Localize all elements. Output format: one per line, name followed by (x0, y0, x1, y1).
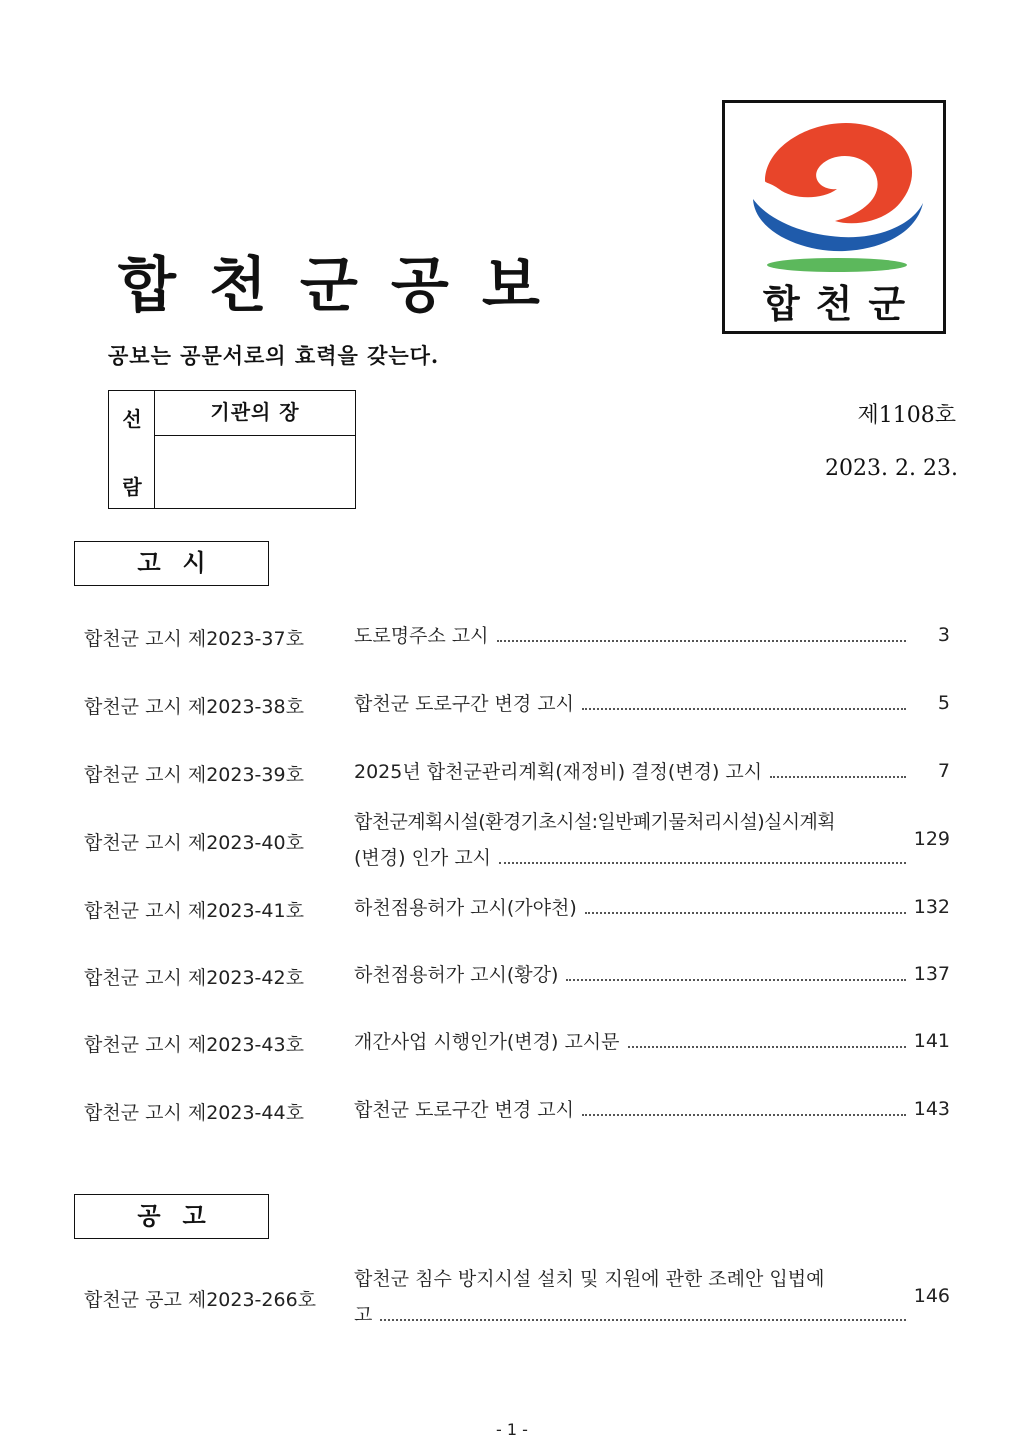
toc-entry-title-line2: 고 (354, 1304, 373, 1326)
page-number: - 1 - (496, 1420, 528, 1439)
county-logo (722, 100, 946, 334)
toc-entry-code: 합천군 고시 제2023-44호 (84, 1102, 304, 1124)
toc-entry-code: 합천군 고시 제2023-41호 (84, 900, 304, 922)
approval-left-column (109, 391, 155, 508)
toc-entry-title: 2025년 합천군관리계획(재정비) 결정(변경) 고시 (354, 761, 763, 783)
leader-dots (585, 912, 906, 914)
leader-dots (566, 979, 906, 981)
leader-dots (380, 1319, 906, 1321)
section-title-notice: 고시 (74, 541, 269, 586)
toc-entry-page: 143 (913, 1098, 950, 1120)
toc-entry-code: 합천군 고시 제2023-39호 (84, 764, 304, 786)
toc-entry-page: 146 (913, 1285, 950, 1307)
toc-entry-code: 합천군 고시 제2023-42호 (84, 967, 304, 989)
toc-entry-title: 하천점용허가 고시(가야천) (354, 897, 577, 919)
county-emblem-icon (725, 103, 943, 273)
toc-entry-title: 합천군 도로구간 변경 고시 (354, 1099, 575, 1121)
toc-entry-page: 132 (913, 896, 950, 918)
approval-label-top: 선 (122, 407, 142, 431)
toc-entry-page: 141 (913, 1030, 950, 1052)
leader-dots (770, 776, 906, 778)
toc-entry-title: 개간사업 시행인가(변경) 고시문 (354, 1031, 620, 1053)
toc-entry-title-line1: 합천군계획시설(환경기초시설:일반폐기물처리시설)실시계획 (354, 811, 836, 833)
toc-entry-code: 합천군 고시 제2023-38호 (84, 696, 304, 718)
toc-entry-title: 도로명주소 고시 (354, 625, 489, 647)
approval-box (108, 390, 356, 509)
issue-date: 2023. 2. 23. (825, 456, 958, 481)
toc-entry-page: 3 (937, 624, 950, 646)
logo-text: 합천군 (762, 282, 922, 326)
leader-dots (499, 862, 906, 864)
toc-entry-code: 합천군 고시 제2023-40호 (84, 832, 304, 854)
toc-entry-code: 합천군 고시 제2023-37호 (84, 628, 304, 650)
page-title: 합천군공보 (118, 251, 573, 321)
toc-entry-title-line1: 합천군 침수 방지시설 설치 및 지원에 관한 조례안 입법예 (354, 1268, 825, 1290)
approval-label-bottom: 람 (122, 475, 142, 499)
toc-entry-title-line2: (변경) 인가 고시 (354, 847, 492, 869)
section-title-announcement: 공고 (74, 1194, 269, 1239)
leader-dots (582, 1114, 906, 1116)
toc-entry-page: 137 (913, 963, 950, 985)
leader-dots (497, 640, 906, 642)
toc-entry-page: 7 (937, 760, 950, 782)
toc-entry-page: 5 (937, 692, 950, 714)
leader-dots (582, 708, 906, 710)
toc-entry-title: 하천점용허가 고시(황강) (354, 964, 559, 986)
toc-entry-code: 합천군 고시 제2023-43호 (84, 1034, 304, 1056)
leader-dots (628, 1046, 906, 1048)
toc-entry-code: 합천군 공고 제2023-266호 (84, 1289, 317, 1311)
page-subtitle: 공보는 공문서로의 효력을 갖는다. (108, 343, 440, 368)
issue-number: 제1108호 (857, 403, 956, 428)
toc-entry-page: 129 (913, 828, 950, 850)
toc-entry-title: 합천군 도로구간 변경 고시 (354, 693, 575, 715)
approval-header: 기관의 장 (155, 391, 355, 436)
